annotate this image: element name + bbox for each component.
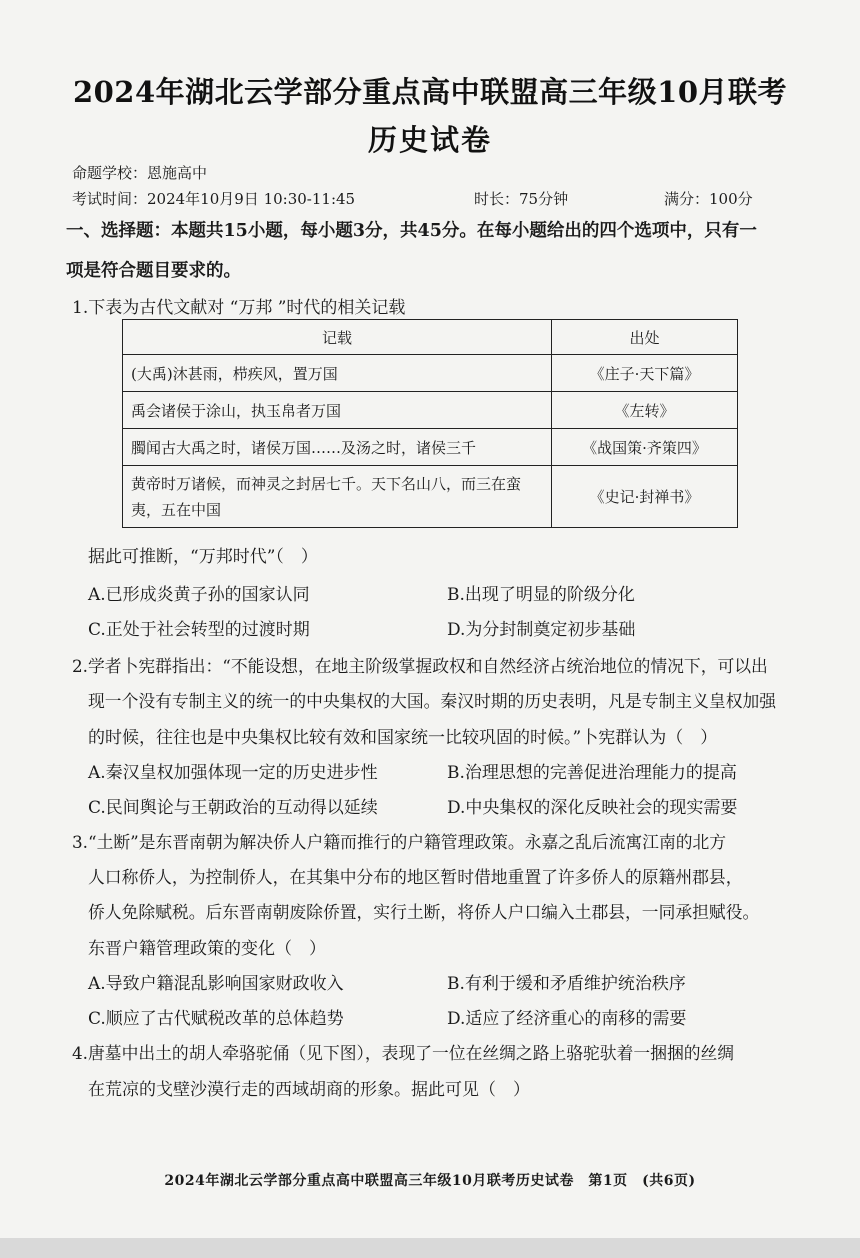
q1-option-c[interactable]: C.正处于社会转型的过渡时期 <box>88 620 310 640</box>
table-row <box>123 355 738 392</box>
q1-option-a[interactable]: A.已形成炎黄子孙的国家认同 <box>88 585 310 605</box>
q2-line2: 现一个没有专制主义的统一的中央集权的大国。秦汉时期的历史表明，凡是专制主义皇权加强 <box>88 691 777 711</box>
source-cell: 《战国策·齐策四》 <box>552 429 738 466</box>
source-cell: 《庄子·天下篇》 <box>552 355 738 392</box>
table-row <box>123 429 738 466</box>
q1-records-table <box>122 319 738 528</box>
scan-bottom-strip <box>0 1238 860 1258</box>
source-cell: 《史记·封禅书》 <box>552 466 738 528</box>
q3-line4: 东晋户籍管理政策的变化（ ） <box>88 939 326 959</box>
q3-option-b[interactable]: B.有利于缓和矛盾维护统治秩序 <box>447 974 686 994</box>
q2-option-b[interactable]: B.治理思想的完善促进治理能力的提高 <box>447 763 737 783</box>
q2-line3: 的时候，往往也是中央集权比较有效和国家统一比较巩固的时候。”卜宪群认为（ ） <box>88 728 718 748</box>
q3-line2: 人口称侨人，为控制侨人，在其集中分布的地区暂时借地重置了许多侨人的原籍州郡县， <box>88 867 743 887</box>
meta-time: 考试时间：2024年10月9日 10:30-11:45 <box>72 190 356 208</box>
record-cell: 臅闻古大禹之时，诸侯万国……及汤之时，诸侯三千 <box>123 429 552 466</box>
table-header-row <box>123 320 738 355</box>
table-row <box>123 392 738 429</box>
q1-stem: 1.下表为古代文献对 “万邦 ”时代的相关记载 <box>72 298 406 318</box>
header-source: 出处 <box>552 320 738 355</box>
q3-option-c[interactable]: C.顺应了古代赋税改革的总体趋势 <box>88 1009 344 1029</box>
source-cell: 《左转》 <box>552 392 738 429</box>
q2-option-d[interactable]: D.中央集权的深化反映社会的现实需要 <box>447 798 738 818</box>
q1-ask: 据此可推断，“万邦时代”（ ） <box>88 547 318 567</box>
meta-school: 命题学校：恩施高中 <box>72 164 208 182</box>
page-footer: 2024年湖北云学部分重点高中联盟高三年级10月联考历史试卷 第1页 (共6页) <box>164 1173 696 1189</box>
record-cell: 黄帝时万诸候，而神灵之封居七千。天下名山八，而三在蛮夷，五在中国 <box>123 466 552 528</box>
header-record: 记载 <box>123 320 552 355</box>
q1-option-b[interactable]: B.出现了明显的阶级分化 <box>447 585 635 605</box>
q3-option-a[interactable]: A.导致户籍混乱影响国家财政收入 <box>88 974 344 994</box>
q2-option-c[interactable]: C.民间舆论与王朝政治的互动得以延续 <box>88 798 378 818</box>
section-heading-line1: 一、选择题：本题共15小题，每小题3分，共45分。在每小题给出的四个选项中，只有一 <box>66 221 757 241</box>
q4-line2: 在荒凉的戈壁沙漠行走的西域胡商的形象。据此可见（ ） <box>88 1080 530 1100</box>
q3-line1: 3.“土断”是东晋南朝为解决侨人户籍而推行的户籍管理政策。永嘉之乱后流寓江南的北方 <box>72 832 727 852</box>
q1-option-d[interactable]: D.为分封制奠定初步基础 <box>447 620 636 640</box>
q3-option-d[interactable]: D.适应了经济重心的南移的需要 <box>447 1009 687 1029</box>
meta-score: 满分：100分 <box>664 190 753 208</box>
section-heading-line2: 项是符合题目要求的。 <box>66 261 241 281</box>
record-cell: (大禹)沐甚雨，栉疾风，置万国 <box>123 355 552 392</box>
q2-line1: 2.学者卜宪群指出：“不能设想，在地主阶级掌握政权和自然经济占统治地位的情况下，可以出 <box>72 656 768 676</box>
exam-subtitle: 历史试卷 <box>367 123 492 157</box>
q3-line3: 侨人免除赋税。后东晋南朝废除侨置，实行土断，将侨人户口编入土郡县，一同承担赋役。 <box>88 902 760 922</box>
exam-title: 2024年湖北云学部分重点高中联盟高三年级10月联考 <box>72 75 788 109</box>
meta-duration: 时长：75分钟 <box>474 190 569 208</box>
q4-line1: 4.唐墓中出土的胡人牵骆驼俑（见下图），表现了一位在丝绸之路上骆驼驮着一捆捆的丝绸 <box>72 1043 735 1063</box>
table-row <box>123 466 738 528</box>
q2-option-a[interactable]: A.秦汉皇权加强体现一定的历史进步性 <box>88 763 378 783</box>
record-cell: 禹会诸侯于涂山，执玉帛者万国 <box>123 392 552 429</box>
